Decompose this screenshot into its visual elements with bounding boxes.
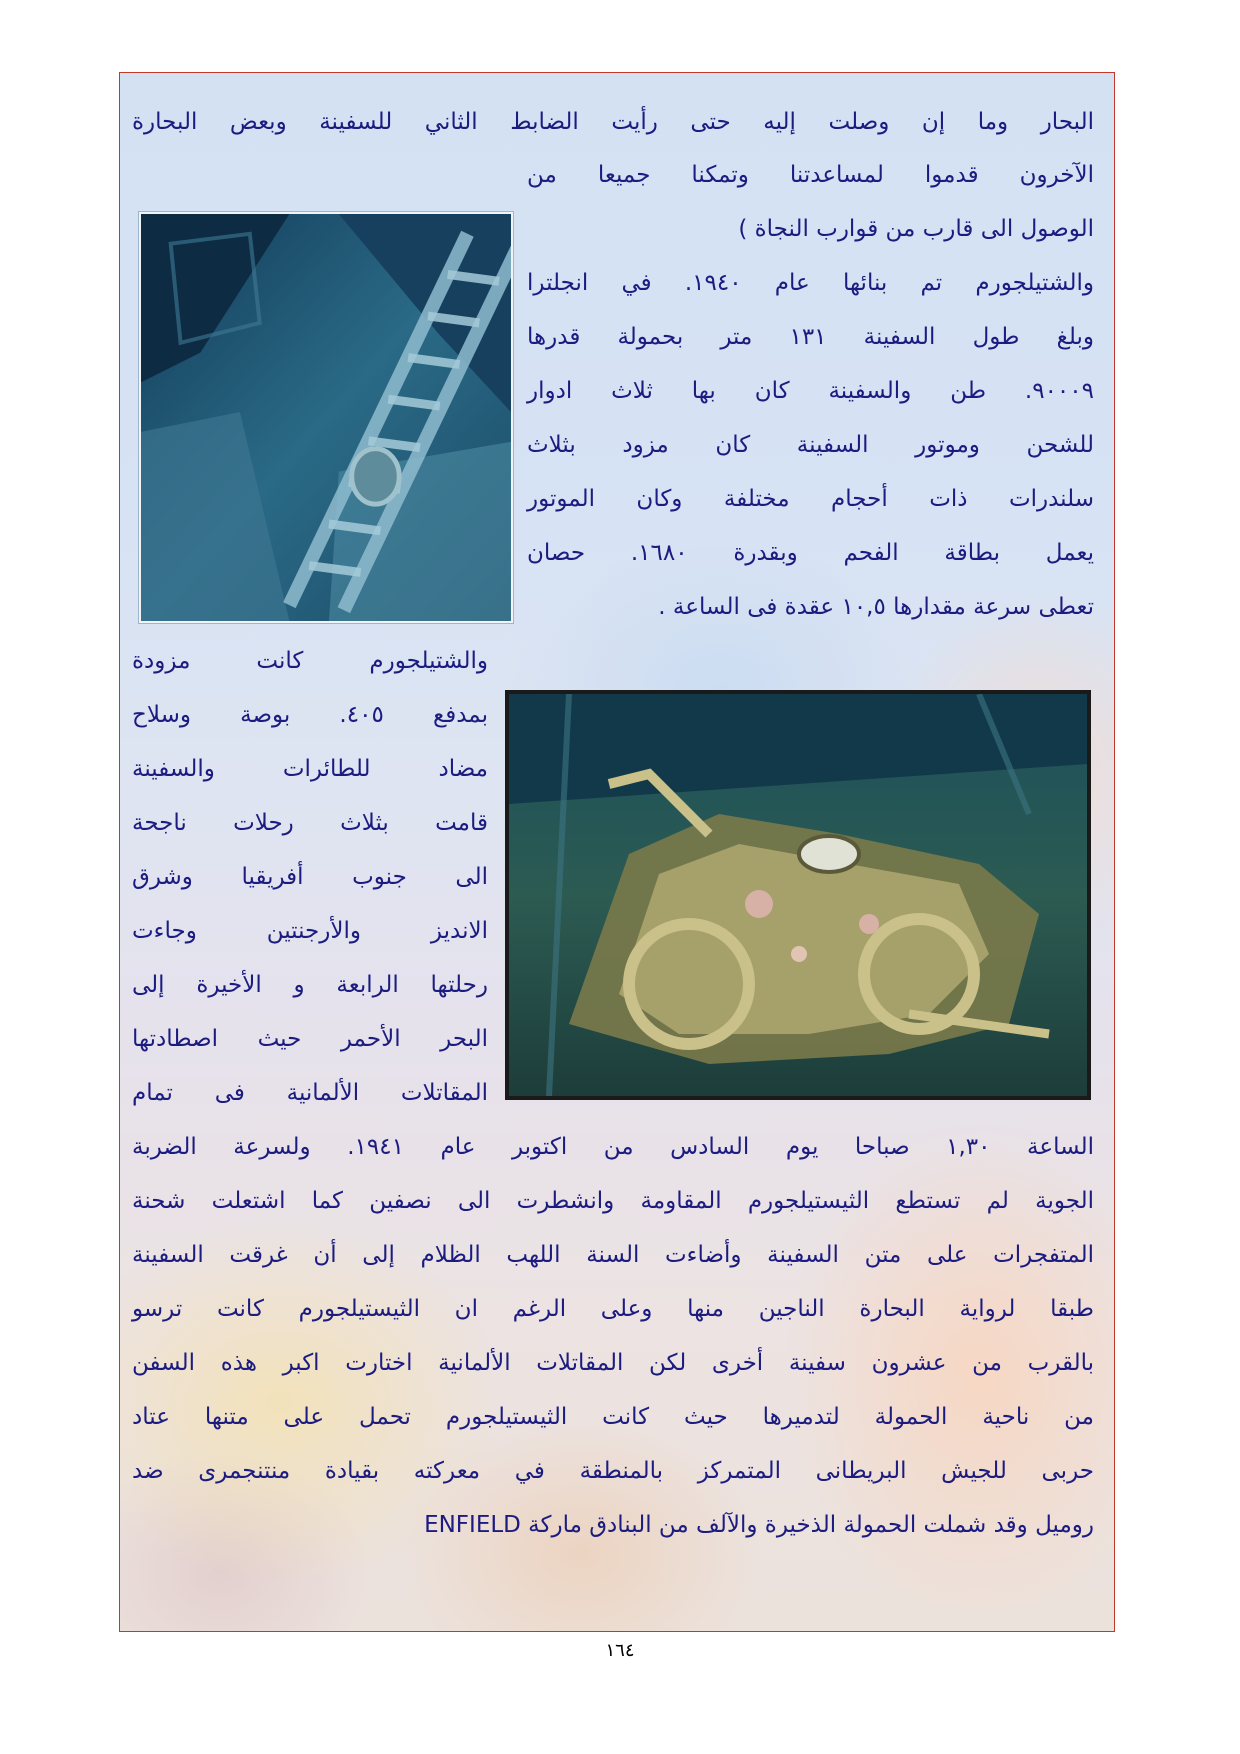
text-line-top-10: تعطى سرعة مقدارها ١٠,٥ عقدة فى الساعة . <box>658 594 1094 620</box>
text-line-bottom-1: الساعة ١,٣٠ صباحا يوم السادس من اكتوبر عام ١٩٤١. ولسرعة الضربة <box>132 1134 1095 1160</box>
text-line-mid-2: بمدفع ٤٠٥. بوصة وسلاح <box>132 702 488 728</box>
text-line-mid-6: الانديز والأرجنتين وجاءت <box>132 918 488 944</box>
text-line-top-5: وبلغ طول السفينة ١٣١ متر بحمولة قدرها <box>527 324 1094 350</box>
text-line-top-9: يعمل بطاقة الفحم وبقدرة ١٦٨٠. حصان <box>527 540 1094 566</box>
text-line-bottom-8: روميل وقد شملت الحمولة الذخيرة والآلف من البنادق ماركة ENFIELD <box>424 1512 1094 1538</box>
text-line-mid-4: قامت بثلاث رحلات ناجحة <box>132 810 488 836</box>
text-line-mid-7: رحلتها الرابعة و الأخيرة إلى <box>132 972 488 998</box>
text-line-top-7: للشحن وموتور السفينة كان مزود بثلاث <box>527 432 1094 458</box>
wreck-motorcycle-photo <box>505 690 1091 1100</box>
text-line-mid-1: والشتيلجورم كانت مزودة <box>132 648 488 674</box>
text-line-mid-9: المقاتلات الألمانية فى تمام <box>132 1080 488 1106</box>
text-line-bottom-2: الجوية لم تستطع الثيستيلجورم المقاومة وانشطرت الى نصفين كما اشتعلت شحنة <box>132 1188 1094 1214</box>
text-line-mid-3: مضاد للطائرات والسفينة <box>132 756 488 782</box>
page-frame <box>119 72 1115 1632</box>
text-line-top-4: والشتيلجورم تم بنائها عام ١٩٤٠. في انجلترا <box>527 270 1094 296</box>
text-line-top-2: الآخرون قدموا لمساعدتنا وتمكنا جميعا من <box>527 162 1094 188</box>
text-line-bottom-7: حربى للجيش البريطانى المتمركز بالمنطقة في معركته بقيادة منتنجمرى ضد <box>132 1458 1094 1484</box>
text-line-bottom-4: طبقا لرواية البحارة الناجين منها وعلى الرغم ان الثيستيلجورم كانت ترسو <box>132 1296 1094 1322</box>
page-number: ١٦٤ <box>605 1640 635 1661</box>
text-line-top-6: ٩٠٠٠٩. طن والسفينة كان بها ثلاث ادوار <box>527 378 1094 404</box>
text-line-top-1: البحار وما إن وصلت إليه حتى رأيت الضابط الثاني للسفينة وبعض البحارة <box>132 109 1094 135</box>
text-line-bottom-3: المتفجرات على متن السفينة وأضاءت السنة اللهب الظلام إلى أن غرقت السفينة <box>132 1242 1094 1268</box>
text-line-mid-8: البحر الأحمر حيث اصطادتها <box>132 1026 488 1052</box>
text-line-bottom-6: من ناحية الحمولة لتدميرها حيث كانت الثيستيلجورم تحمل على متنها عتاد <box>132 1404 1094 1430</box>
text-line-top-8: سلندرات ذات أحجام مختلفة وكان الموتور <box>527 486 1094 512</box>
text-line-bottom-5: بالقرب من عشرون سفينة أخرى لكن المقاتلات الألمانية اختارت اكبر هذه السفن <box>132 1350 1094 1376</box>
text-line-top-3: الوصول الى قارب من قوارب النجاة ) <box>738 216 1094 242</box>
text-line-mid-5: الى جنوب أفريقيا وشرق <box>132 864 488 890</box>
wreck-ladder-photo <box>139 212 513 623</box>
